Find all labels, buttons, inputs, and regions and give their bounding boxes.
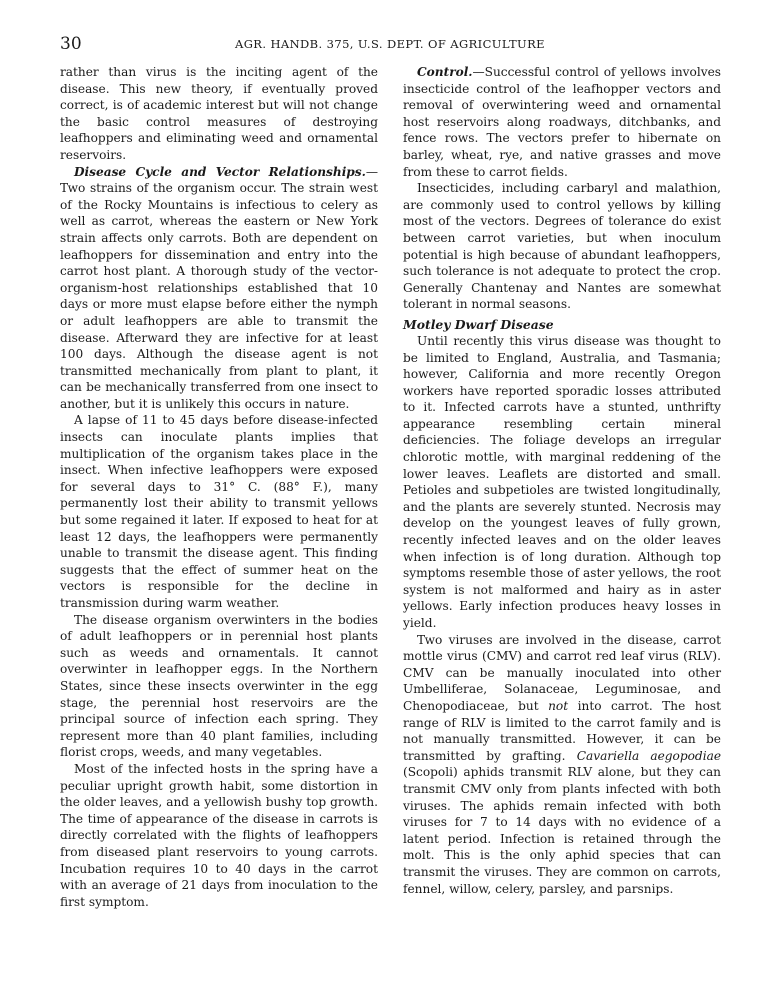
species-name: Cavariella aegopodiae (576, 748, 721, 763)
paragraph: A lapse of 11 to 45 days before disease-infected insects can inoculate plants implies that multiplication of the organism takes place in the insect. When infective leafhoppers were exposed for several days to 31° C. (88° F.), many permanently lost their ability to transmit yellows but some regained it later. If exposed to heat for at least 12 days, the leafhoppers were permanently unable to transmit the disease agent. This finding suggests that the effect of summer heat on the vectors is responsible for the decline in transmission during warm weather. (60, 413, 378, 610)
paragraph (403, 64, 721, 180)
paragraph-text: (Scopoli) aphids transmit RLV alone, but they can transmit CMV only from plants infected with both viruses. The aphids remain infected with both viruses for 7 to 14 days with no evidence of a latent period. Infection is retained through the molt. This is the only aphid species that can transmit the viruses. They are common on carrots, fennel, willow, celery, parsley, and parsnips. (403, 765, 721, 896)
paragraph: Insecticides, including carbaryl and malathion, are commonly used to control yellows by killing most of the vectors. Degrees of tolerance do exist between carrot varieties, but when inoculum potential is high because of abundant leafhoppers, such tolerance is not adequate to protect the crop. Generally Chantenay and Nantes are somewhat tolerant in normal seasons. (403, 181, 721, 312)
paragraph: Most of the infected hosts in the spring have a peculiar upright growth habit, some distortion in the older leaves, and a yellowish bushy top growth. The time of appearance of the disease in carrots is directly correlated with the flights of leafhoppers from diseased plant reservoirs to young carrots. Incubation requires 10 to 40 days in the carrot with an average of 21 days from inoculation to the first symptom. (60, 761, 378, 909)
paragraph (403, 632, 721, 898)
emphasis: not (548, 698, 569, 713)
left-column (60, 64, 378, 910)
paragraph: Until recently this virus disease was thought to be limited to England, Australia, and Tasmania; however, California and more recently Oregon workers have reported sporadic losses attributed to it. Infected carrots have a stunted, unthrifty appearance resembling certain mineral deficiencies. The foliage develops an irregular chlorotic mottle, with marginal reddening of the lower leaves. Leaflets are distorted and small. Petioles and subpetioles are twisted longitudinally, and the plants are severely stunted. Necrosis may develop on the youngest leaves of fully grown, recently infected leaves and on the older leaves when infection is of long duration. Although top symptoms resemble those of aster yellows, the root system is not malformed and hairy as in aster yellows. Early infection produces heavy losses in yield. (403, 333, 721, 630)
section-heading: Motley Dwarf Disease (403, 316, 554, 332)
paragraph: rather than virus is the inciting agent of the disease. This new theory, if eventually proved correct, is of academic interest but will not change the basic control measures of destroying leafhoppers and eliminating weed and ornamental reservoirs. (60, 65, 378, 162)
paragraph-text: — Two strains of the organism occur. The strain west of the Rocky Mountains is infectious to celery as well as carrot, whereas the eastern or New York strain affects only carrots. Both are dependent on leafhoppers for dissemination and entry into the carrot host plant. A thorough study of the vector-organism-host relationships established that 10 days or more must elapse before either the nymph or adult leafhoppers are able to transmit the disease. Afterward they are infective for at least 100 days. Although the disease agent is not transmitted mechanically from plant to plant, it can be mechanically transferred from one insect to another, but it is unlikely this occurs in nature. (60, 164, 378, 411)
page-header (60, 34, 700, 52)
paragraph (60, 164, 378, 413)
paragraph-text: —Successful control of yellows involves insecticide control of the leafhopper vectors and removal of overwintering weed and ornamental host reservoirs along roadways, ditchbanks, and fence rows. The vectors prefer to hibernate on barley, wheat, rye, and native grasses and move from these to carrot fields. (403, 65, 721, 179)
paragraph: The disease organism overwinters in the bodies of adult leafhoppers or in perennial host plants such as weeds and ornamentals. It cannot overwinter in leafhopper eggs. In the Northern States, since these insects overwinter in the egg stage, the perennial host reservoirs are the principal source of infection each spring. They represent more than 40 plant families, including florist crops, weeds, and many vegetables. (60, 612, 378, 760)
right-column (403, 64, 721, 897)
page-number: 30 (60, 34, 82, 54)
running-title: AGR. HANDB. 375, U.S. DEPT. OF AGRICULTURE (235, 37, 545, 51)
run-in-heading: Disease Cycle and Vector Relationships. (74, 164, 366, 179)
paragraph-text: Two viruses are involved in the disease, carrot mottle virus (CMV) and carrot red leaf virus (RLV). CMV can be manually inoculated into other Umbelliferae, Solanaceae, Leguminosae, and Chenopodiaceae, but (403, 632, 721, 713)
run-in-heading: Control. (417, 65, 473, 79)
paragraph-text: into carrot. The host range of RLV is limited to the carrot family and is not manually transmitted. However, it can be transmitted by grafting. (403, 698, 721, 763)
